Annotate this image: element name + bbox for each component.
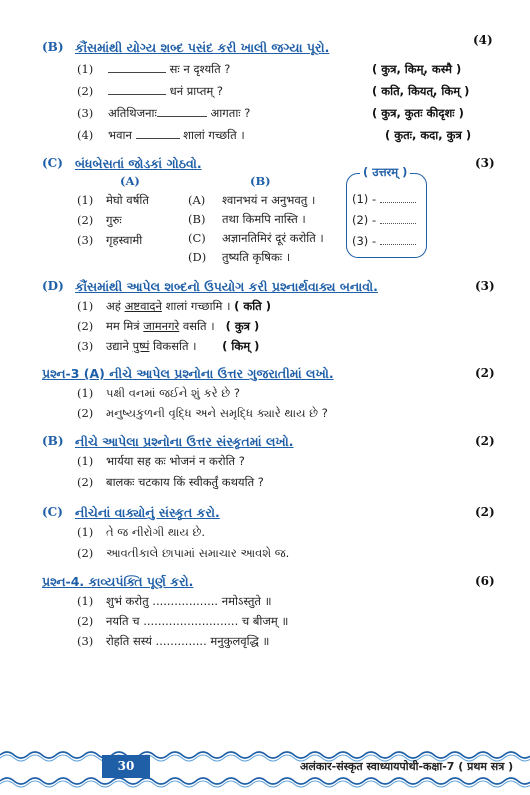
- match-right-letter: (B): [188, 212, 206, 226]
- question-text: આવતીકાલે છાપામાં સમાચાર આવશે જ.: [106, 546, 290, 560]
- item-number: (2): [77, 475, 94, 489]
- match-right-letter: (A): [188, 193, 206, 207]
- poem-line: नयति च .......................... च बीजम् ॥: [106, 614, 289, 628]
- question-3c-heading: નીચેનાં વાક્યોનું સંસ્કૃત કરો.: [75, 505, 220, 520]
- question-text: પક્ષી વનમાં જઈને શું કરે છે ?: [106, 386, 240, 400]
- match-left-num: (2): [77, 213, 94, 227]
- item-number: (2): [77, 319, 94, 333]
- item-number: (1): [77, 299, 94, 313]
- question-sentence: मम मित्रं जामनगरे वसति । ( कुत्र ): [106, 319, 260, 333]
- item-text: धनं प्राप्तम् ?: [108, 84, 223, 99]
- question-sentence: अहं अष्टवादने शालां गच्छामि । ( कति ): [106, 299, 271, 313]
- match-left-num: (3): [77, 233, 94, 247]
- match-right-text: तुष्यति कृषिकः ।: [222, 250, 291, 264]
- question-text: તે જ નીરોગી થાય છે.: [106, 525, 206, 539]
- match-left-text: गृहस्वामी: [106, 233, 143, 247]
- item-number: (1): [77, 62, 94, 76]
- page-number: 30: [102, 755, 150, 778]
- question-3c-label: (C): [42, 505, 63, 519]
- item-number: (1): [77, 454, 94, 468]
- poem-line: शुभं करोतु .................. नमोऽस्तुते ॥: [106, 594, 272, 608]
- item-text: भवान शालां गच्छति ।: [108, 128, 245, 142]
- section-c-heading: બંધબેસતાં જોડકાં ગોઠવો.: [75, 156, 202, 171]
- item-number: (3): [77, 106, 94, 120]
- match-left-num: (1): [77, 193, 94, 207]
- item-number: (2): [77, 84, 94, 98]
- match-right-text: श्वानभयं न अनुभवतु ।: [222, 193, 316, 207]
- section-c-label: (C): [42, 156, 63, 170]
- question-4-marks: (6): [475, 574, 495, 588]
- question-3c-marks: (2): [475, 505, 495, 519]
- answer-box-title: ( उत्तरम् ): [360, 165, 410, 180]
- fill-blank: [136, 138, 180, 139]
- question-3b-heading: નીચે આપેલા પ્રશ્નોના ઉત્તર સંસ્કૃતમાં લખો.: [75, 434, 294, 449]
- fill-blank: [108, 94, 166, 95]
- section-b-marks: (4): [473, 33, 493, 47]
- question-text: મનુષ્યકુળની વૃદ્ધિ અને સમૃદ્ધિ ક્યારે થાય છે ?: [106, 406, 328, 420]
- section-c-marks: (3): [475, 156, 495, 170]
- question-3a-marks: (2): [475, 366, 495, 380]
- poem-line: रोहति सस्यं .............. मनुकुलवृद्धि ॥: [106, 634, 270, 648]
- item-number: (1): [77, 594, 94, 608]
- item-options: ( कति, कियत्, किम् ): [372, 84, 470, 98]
- item-number: (1): [77, 386, 94, 400]
- question-3b-label: (B): [42, 434, 64, 448]
- question-3b-marks: (2): [475, 434, 495, 448]
- item-number: (1): [77, 525, 94, 539]
- item-number: (4): [77, 128, 94, 142]
- item-options: ( कुत्र, कुतः कीदृशः ): [372, 106, 464, 120]
- item-number: (2): [77, 614, 94, 628]
- question-text: बालकः चटकाय किं स्वीकर्तुं कथयति ?: [106, 475, 264, 489]
- item-options: ( कुतः, कदा, कुत्र ): [385, 128, 472, 142]
- question-3a-heading: પ્રશ્ન-3 (A) નીચે આપેલ પ્રશ્નોના ઉત્તર ગુજરાતીમાં લખો.: [42, 366, 334, 381]
- answer-slot: (1) -: [352, 192, 416, 206]
- section-d-marks: (3): [475, 279, 495, 293]
- fill-blank: [108, 72, 166, 73]
- footer-book-title: अलंकार-संस्कृत स्वाध्यायपोथी-कक्षा-7 ( प्रथम सत्र ): [300, 760, 514, 773]
- section-d-heading: કૌંસમાંથી આપેલ શબ્દનો ઉપયોગ કરી પ્રશ્નાર્થવાક્ય બનાવો.: [75, 279, 378, 294]
- section-b-label: (B): [42, 40, 64, 54]
- item-number: (3): [77, 634, 94, 648]
- answer-slot: (3) -: [352, 234, 416, 248]
- item-number: (2): [77, 406, 94, 420]
- item-options: ( कुत्र, किम्, कस्मै ): [372, 62, 462, 76]
- match-right-letter: (D): [188, 250, 207, 264]
- item-text: सः न दृश्यति ?: [108, 62, 230, 77]
- section-b-heading: કૌંસમાંથી યોગ્ય શબ્દ પસંદ કરી ખાલી જગ્યા પૂરો.: [75, 40, 330, 55]
- question-sentence: उद्याने पुष्पं विकसति । ( किम् ): [106, 339, 260, 353]
- match-right-text: तथा किमपि नास्ति ।: [222, 212, 306, 226]
- column-a-header: (A): [120, 174, 140, 188]
- question-text: भार्यया सह कः भोजनं न करोति ?: [106, 454, 245, 468]
- section-d-label: (D): [42, 279, 64, 293]
- match-left-text: गुरुः: [106, 213, 122, 227]
- match-left-text: मेघो वर्षति: [106, 193, 149, 207]
- match-right-text: अज्ञानतिमिरं दूरं करोति ।: [222, 231, 324, 245]
- fill-blank: [157, 116, 207, 117]
- item-number: (2): [77, 546, 94, 560]
- item-number: (3): [77, 339, 94, 353]
- answer-slot: (2) -: [352, 213, 416, 227]
- match-right-letter: (C): [188, 231, 206, 245]
- question-4-heading: પ્રશ્ન-4. કાવ્યપંક્તિ પૂર્ણ કરો.: [42, 574, 194, 589]
- column-b-header: (B): [250, 174, 271, 188]
- item-text: अतिथिजनाः आगताः ?: [108, 106, 251, 120]
